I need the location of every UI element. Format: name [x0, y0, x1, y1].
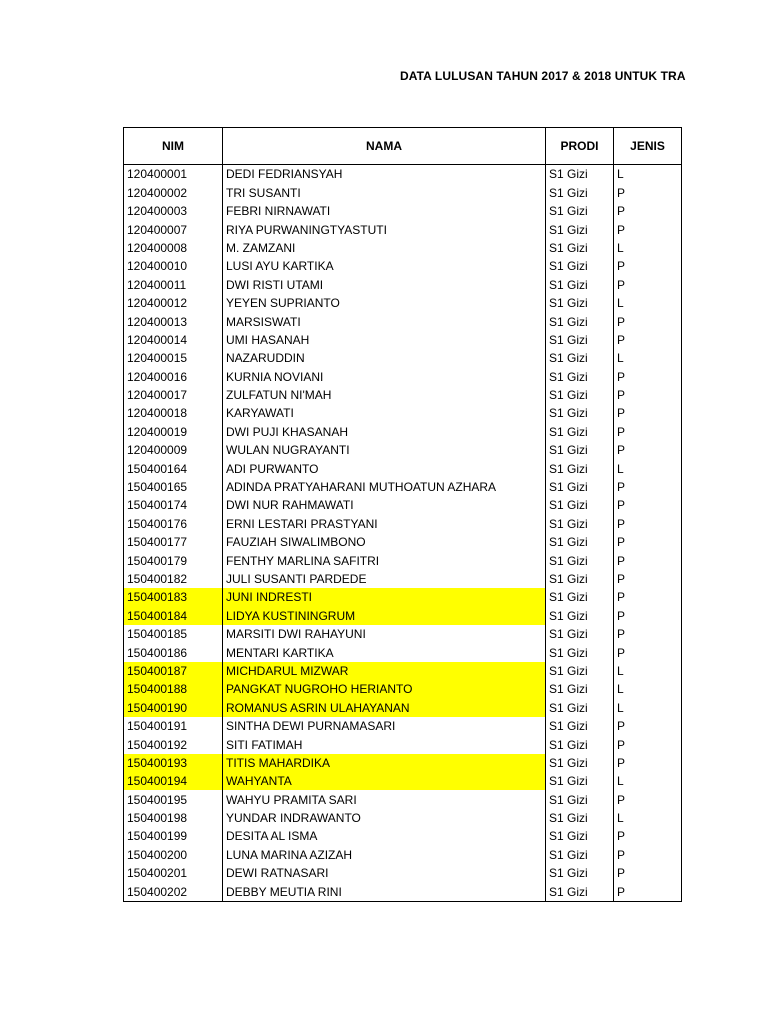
table-row [124, 882, 682, 901]
table-row [124, 257, 682, 275]
column-header-nim: NIM [124, 128, 223, 165]
cell-prodi: S1 Gizi [546, 422, 614, 440]
table-row [124, 386, 682, 404]
table-row [124, 827, 682, 845]
cell-jenis: P [614, 183, 682, 201]
cell-nim: 150400186 [124, 643, 223, 661]
cell-nim: 120400016 [124, 367, 223, 385]
cell-nama: M. ZAMZANI [223, 239, 546, 257]
table-row [124, 570, 682, 588]
column-header-jenis: JENIS [614, 128, 682, 165]
cell-prodi: S1 Gizi [546, 165, 614, 184]
cell-nim: 150400195 [124, 790, 223, 808]
cell-prodi: S1 Gizi [546, 202, 614, 220]
cell-jenis: L [614, 809, 682, 827]
cell-prodi: S1 Gizi [546, 478, 614, 496]
cell-nim: 120400013 [124, 312, 223, 330]
cell-nama: WAHYU PRAMITA SARI [223, 790, 546, 808]
cell-nama: ADINDA PRATYAHARANI MUTHOATUN AZHARA [223, 478, 546, 496]
table-row [124, 864, 682, 882]
cell-nama: NAZARUDDIN [223, 349, 546, 367]
cell-nim: 150400177 [124, 533, 223, 551]
cell-nama: WULAN NUGRAYANTI [223, 441, 546, 459]
cell-nama: TRI SUSANTI [223, 183, 546, 201]
cell-nim: 150400176 [124, 514, 223, 532]
cell-nama: RIYA PURWANINGTYASTUTI [223, 220, 546, 238]
cell-nama: KARYAWATI [223, 404, 546, 422]
cell-prodi: S1 Gizi [546, 514, 614, 532]
cell-jenis: P [614, 754, 682, 772]
column-header-nama: NAMA [223, 128, 546, 165]
cell-jenis: P [614, 331, 682, 349]
table-row [124, 275, 682, 293]
cell-jenis: P [614, 643, 682, 661]
cell-nama: DEWI RATNASARI [223, 864, 546, 882]
table-row [124, 294, 682, 312]
cell-prodi: S1 Gizi [546, 845, 614, 863]
graduates-table [123, 127, 682, 902]
table-row [124, 772, 682, 790]
cell-nim: 120400001 [124, 165, 223, 184]
cell-prodi: S1 Gizi [546, 496, 614, 514]
cell-nama: DWI RISTI UTAMI [223, 275, 546, 293]
cell-prodi: S1 Gizi [546, 331, 614, 349]
cell-prodi: S1 Gizi [546, 827, 614, 845]
cell-prodi: S1 Gizi [546, 864, 614, 882]
cell-nama: SITI FATIMAH [223, 735, 546, 753]
cell-prodi: S1 Gizi [546, 404, 614, 422]
table-row [124, 183, 682, 201]
cell-jenis: P [614, 202, 682, 220]
cell-nim: 150400164 [124, 459, 223, 477]
table-row [124, 496, 682, 514]
cell-nama: TITIS MAHARDIKA [223, 754, 546, 772]
cell-jenis: L [614, 239, 682, 257]
cell-nim: 120400007 [124, 220, 223, 238]
cell-prodi: S1 Gizi [546, 275, 614, 293]
cell-nim: 120400003 [124, 202, 223, 220]
cell-nim: 150400201 [124, 864, 223, 882]
cell-prodi: S1 Gizi [546, 606, 614, 624]
cell-nim: 120400018 [124, 404, 223, 422]
table-row [124, 533, 682, 551]
table-row [124, 680, 682, 698]
cell-jenis: P [614, 496, 682, 514]
cell-prodi: S1 Gizi [546, 698, 614, 716]
cell-jenis: P [614, 422, 682, 440]
cell-nim: 120400015 [124, 349, 223, 367]
cell-nim: 120400017 [124, 386, 223, 404]
table-row [124, 459, 682, 477]
table-row [124, 165, 682, 184]
cell-nim: 150400184 [124, 606, 223, 624]
cell-nama: MARSITI DWI RAHAYUNI [223, 625, 546, 643]
cell-nim: 150400183 [124, 588, 223, 606]
table-row [124, 202, 682, 220]
table-row [124, 735, 682, 753]
cell-nama: LUSI AYU KARTIKA [223, 257, 546, 275]
table-row [124, 809, 682, 827]
cell-nama: DWI PUJI KHASANAH [223, 422, 546, 440]
cell-nim: 150400202 [124, 882, 223, 901]
cell-prodi: S1 Gizi [546, 183, 614, 201]
cell-nama: LUNA MARINA AZIZAH [223, 845, 546, 863]
cell-nim: 150400191 [124, 717, 223, 735]
cell-nim: 120400011 [124, 275, 223, 293]
cell-jenis: L [614, 165, 682, 184]
cell-nama: JUNI INDRESTI [223, 588, 546, 606]
cell-nama: DEDI FEDRIANSYAH [223, 165, 546, 184]
cell-nim: 150400174 [124, 496, 223, 514]
cell-nama: ROMANUS ASRIN ULAHAYANAN [223, 698, 546, 716]
cell-jenis: P [614, 717, 682, 735]
cell-jenis: L [614, 772, 682, 790]
cell-prodi: S1 Gizi [546, 790, 614, 808]
cell-nim: 150400200 [124, 845, 223, 863]
cell-nama: ZULFATUN NI'MAH [223, 386, 546, 404]
cell-jenis: P [614, 790, 682, 808]
cell-jenis: L [614, 680, 682, 698]
cell-nim: 150400165 [124, 478, 223, 496]
cell-nama: YUNDAR INDRAWANTO [223, 809, 546, 827]
cell-jenis: P [614, 404, 682, 422]
cell-prodi: S1 Gizi [546, 588, 614, 606]
table-row [124, 698, 682, 716]
table-row [124, 220, 682, 238]
cell-prodi: S1 Gizi [546, 551, 614, 569]
cell-jenis: P [614, 441, 682, 459]
cell-nama: DEBBY MEUTIA RINI [223, 882, 546, 901]
cell-nim: 150400192 [124, 735, 223, 753]
cell-nama: YEYEN SUPRIANTO [223, 294, 546, 312]
cell-jenis: L [614, 459, 682, 477]
cell-jenis: P [614, 551, 682, 569]
table-row [124, 312, 682, 330]
table-row [124, 588, 682, 606]
cell-nim: 150400198 [124, 809, 223, 827]
cell-jenis: P [614, 220, 682, 238]
cell-prodi: S1 Gizi [546, 533, 614, 551]
cell-jenis: P [614, 735, 682, 753]
table-row [124, 625, 682, 643]
cell-nim: 120400019 [124, 422, 223, 440]
cell-nama: KURNIA NOVIANI [223, 367, 546, 385]
cell-prodi: S1 Gizi [546, 441, 614, 459]
cell-jenis: P [614, 478, 682, 496]
table-row [124, 845, 682, 863]
cell-prodi: S1 Gizi [546, 459, 614, 477]
table-row [124, 441, 682, 459]
table-row [124, 478, 682, 496]
cell-nim: 120400009 [124, 441, 223, 459]
cell-jenis: P [614, 845, 682, 863]
cell-nim: 150400188 [124, 680, 223, 698]
cell-nim: 120400002 [124, 183, 223, 201]
table-row [124, 349, 682, 367]
cell-nama: DWI NUR RAHMAWATI [223, 496, 546, 514]
cell-nama: WAHYANTA [223, 772, 546, 790]
cell-prodi: S1 Gizi [546, 367, 614, 385]
cell-nama: SINTHA DEWI PURNAMASARI [223, 717, 546, 735]
table-row [124, 717, 682, 735]
cell-prodi: S1 Gizi [546, 809, 614, 827]
cell-nim: 150400199 [124, 827, 223, 845]
cell-prodi: S1 Gizi [546, 754, 614, 772]
cell-prodi: S1 Gizi [546, 220, 614, 238]
cell-jenis: P [614, 625, 682, 643]
table-row [124, 404, 682, 422]
table-row [124, 367, 682, 385]
cell-nama: FEBRI NIRNAWATI [223, 202, 546, 220]
cell-nim: 150400194 [124, 772, 223, 790]
cell-jenis: P [614, 367, 682, 385]
table-row [124, 514, 682, 532]
table-row [124, 790, 682, 808]
cell-prodi: S1 Gizi [546, 772, 614, 790]
cell-nama: MARSISWATI [223, 312, 546, 330]
cell-jenis: P [614, 275, 682, 293]
cell-jenis: P [614, 514, 682, 532]
cell-prodi: S1 Gizi [546, 257, 614, 275]
table-row [124, 331, 682, 349]
cell-nama: FENTHY MARLINA SAFITRI [223, 551, 546, 569]
cell-jenis: L [614, 698, 682, 716]
table-row [124, 551, 682, 569]
cell-nim: 120400012 [124, 294, 223, 312]
document-title: DATA LULUSAN TAHUN 2017 & 2018 UNTUK TRA [400, 69, 686, 83]
cell-prodi: S1 Gizi [546, 643, 614, 661]
cell-jenis: P [614, 588, 682, 606]
cell-nama: MICHDARUL MIZWAR [223, 662, 546, 680]
cell-jenis: P [614, 257, 682, 275]
cell-prodi: S1 Gizi [546, 717, 614, 735]
cell-prodi: S1 Gizi [546, 312, 614, 330]
cell-nim: 120400008 [124, 239, 223, 257]
cell-nama: FAUZIAH SIWALIMBONO [223, 533, 546, 551]
cell-nim: 150400185 [124, 625, 223, 643]
cell-prodi: S1 Gizi [546, 349, 614, 367]
table-row [124, 754, 682, 772]
column-header-prodi: PRODI [546, 128, 614, 165]
cell-prodi: S1 Gizi [546, 680, 614, 698]
cell-jenis: P [614, 570, 682, 588]
cell-jenis: P [614, 606, 682, 624]
cell-jenis: L [614, 662, 682, 680]
table-row [124, 606, 682, 624]
cell-prodi: S1 Gizi [546, 239, 614, 257]
cell-prodi: S1 Gizi [546, 294, 614, 312]
cell-nim: 120400014 [124, 331, 223, 349]
cell-nama: PANGKAT NUGROHO HERIANTO [223, 680, 546, 698]
cell-nim: 150400193 [124, 754, 223, 772]
cell-nim: 120400010 [124, 257, 223, 275]
cell-prodi: S1 Gizi [546, 570, 614, 588]
cell-prodi: S1 Gizi [546, 625, 614, 643]
table-row [124, 239, 682, 257]
table-row [124, 422, 682, 440]
cell-nim: 150400179 [124, 551, 223, 569]
cell-nama: ERNI LESTARI PRASTYANI [223, 514, 546, 532]
table-row [124, 643, 682, 661]
cell-prodi: S1 Gizi [546, 386, 614, 404]
cell-jenis: L [614, 294, 682, 312]
cell-jenis: P [614, 864, 682, 882]
table-row [124, 662, 682, 680]
cell-nama: MENTARI KARTIKA [223, 643, 546, 661]
cell-nama: LIDYA KUSTININGRUM [223, 606, 546, 624]
header-row [124, 128, 682, 165]
cell-jenis: P [614, 312, 682, 330]
cell-nama: UMI HASANAH [223, 331, 546, 349]
cell-nim: 150400182 [124, 570, 223, 588]
cell-jenis: P [614, 386, 682, 404]
table-header [124, 128, 682, 165]
cell-nama: ADI PURWANTO [223, 459, 546, 477]
cell-jenis: L [614, 349, 682, 367]
cell-prodi: S1 Gizi [546, 662, 614, 680]
cell-jenis: P [614, 533, 682, 551]
cell-nim: 150400187 [124, 662, 223, 680]
cell-nama: DESITA AL ISMA [223, 827, 546, 845]
cell-nim: 150400190 [124, 698, 223, 716]
table-body [124, 165, 682, 902]
cell-nama: JULI SUSANTI PARDEDE [223, 570, 546, 588]
cell-jenis: P [614, 827, 682, 845]
cell-jenis: P [614, 882, 682, 901]
cell-prodi: S1 Gizi [546, 882, 614, 901]
cell-prodi: S1 Gizi [546, 735, 614, 753]
